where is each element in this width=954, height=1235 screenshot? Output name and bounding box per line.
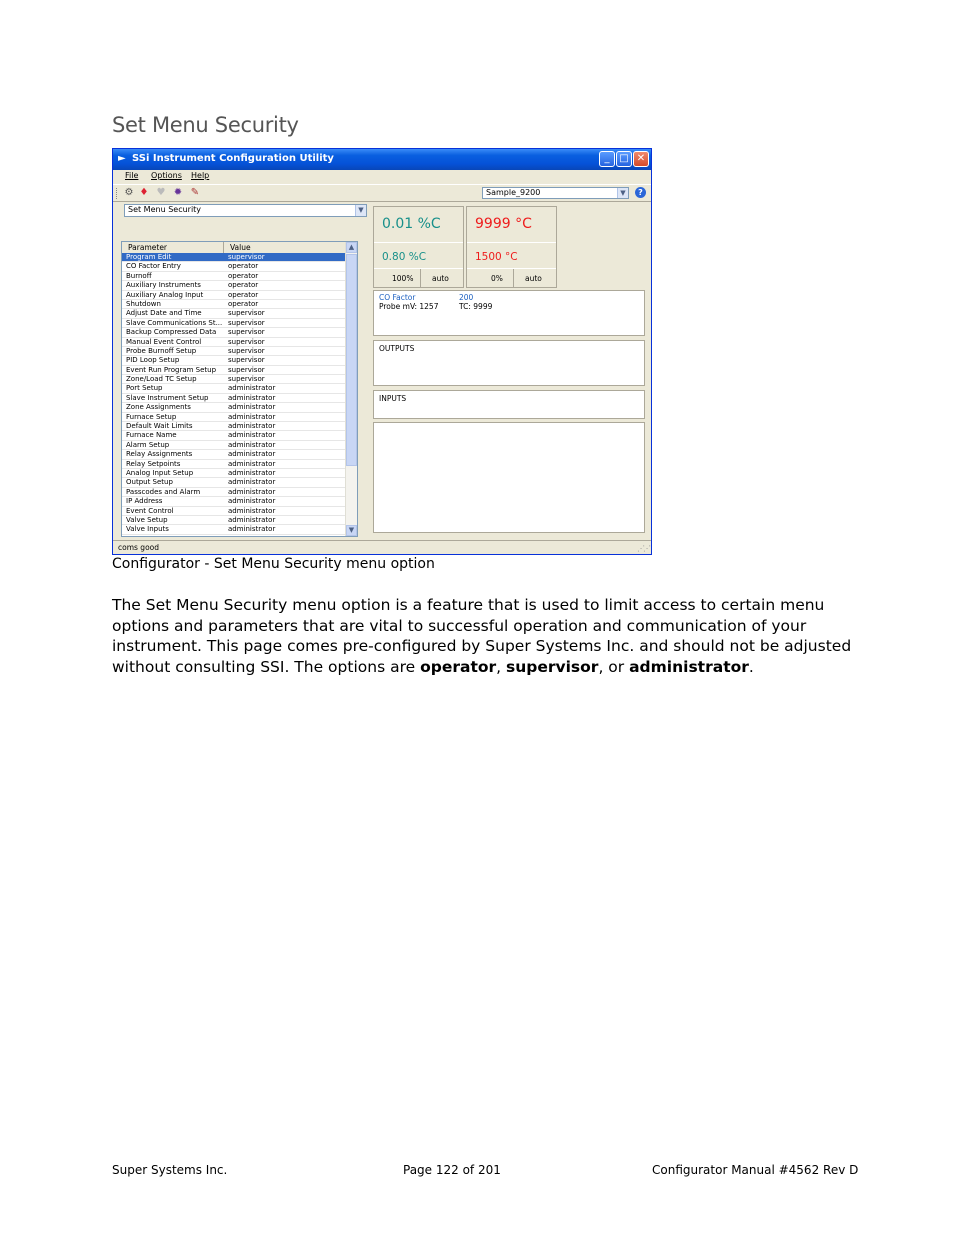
row-value[interactable]: administrator [228,478,276,487]
table-row[interactable] [122,347,348,356]
gear-icon[interactable]: ✹ [173,187,183,198]
menubar [113,170,651,184]
gauge-carbon-sp: 0.80 %C [382,251,427,263]
vertical-scrollbar[interactable] [345,242,357,536]
row-value[interactable]: administrator [228,515,276,524]
outputs-label: OUTPUTS [379,344,415,353]
row-value[interactable]: operator [228,281,259,290]
row-parameter: Adjust Date and Time [126,309,202,318]
row-parameter: IP Address [126,497,163,506]
row-parameter: Program Edit [126,253,172,261]
row-value[interactable]: administrator [228,412,276,421]
row-parameter: Port Setup [126,384,163,393]
row-value[interactable]: supervisor [228,253,265,261]
row-parameter: Auxiliary Instruments [126,281,201,290]
row-value[interactable]: operator [228,262,259,271]
instrument-select-value: Sample_9200 [486,188,541,197]
app-icon: ► [118,153,126,164]
table-row[interactable] [122,478,348,487]
right-panel [371,202,651,535]
grid-rows [122,253,348,535]
status-text: coms good [118,543,160,552]
row-value[interactable]: supervisor [228,309,265,318]
row-parameter: Manual Event Control [126,337,202,346]
table-row[interactable] [122,384,348,393]
row-value[interactable]: administrator [228,440,276,449]
column-header-value[interactable]: Value [230,243,251,252]
row-parameter: Zone Assignments [126,403,191,412]
help-icon[interactable]: ? [635,187,646,198]
gauge-carbon-output: 100% [392,274,414,283]
gauge-carbon-mode[interactable]: auto [432,274,449,283]
row-parameter: Shutdown [126,299,161,308]
row-value[interactable]: administrator [228,459,276,468]
row-parameter: Passcodes and Alarm [126,487,201,496]
row-parameter: Slave Instrument Setup [126,393,209,402]
row-value[interactable]: supervisor [228,337,265,346]
row-value[interactable]: administrator [228,497,276,506]
table-row[interactable] [122,300,348,309]
resize-grip-icon[interactable]: ⋰⋰ [637,544,649,553]
row-value[interactable]: supervisor [228,356,265,365]
co-factor-value: 200 [459,293,474,302]
window-title: SSi Instrument Configuration Utility [132,153,334,164]
app-window-screenshot [112,148,652,555]
info-panel [373,290,645,336]
outputs-panel [373,340,645,386]
footer-company: Super Systems Inc. [112,1163,228,1177]
row-value[interactable]: administrator [228,450,276,459]
row-parameter: Furnace Name [126,431,177,440]
table-row[interactable] [122,394,348,403]
row-parameter: Default Wait Limits [126,422,193,431]
row-value[interactable]: operator [228,299,259,308]
co-factor-label: CO Factor [379,293,416,302]
sep: . [748,658,754,677]
scroll-down-icon[interactable]: ▼ [346,525,357,536]
table-row[interactable] [122,366,348,375]
row-parameter: Analog Input Setup [126,468,194,477]
table-row[interactable] [122,272,348,281]
sep: , or [598,658,630,677]
toolbar [113,184,651,202]
table-row[interactable] [122,262,348,271]
table-row[interactable] [122,460,348,469]
menu-help[interactable]: Help [191,171,210,180]
table-row[interactable] [122,309,348,318]
footer-document-id: Configurator Manual #4562 Rev D [652,1163,859,1177]
row-parameter: Event Control [126,506,174,515]
security-grid[interactable] [121,241,358,537]
row-parameter: Auxiliary Analog Input [126,290,204,299]
body-paragraph [112,595,852,678]
gauge-carbon-pv: 0.01 %C [382,216,441,232]
chevron-down-icon[interactable]: ▼ [617,188,628,198]
row-value[interactable]: supervisor [228,375,265,384]
row-parameter: Valve Inputs [126,525,169,534]
table-row[interactable] [122,375,348,384]
table-row[interactable] [122,441,348,450]
table-row[interactable] [122,328,348,337]
menu-option-select[interactable] [124,204,367,217]
footer-page-number: Page 122 of 201 [403,1163,501,1177]
table-row[interactable] [122,488,348,497]
inputs-panel [373,390,645,419]
row-value[interactable]: operator [228,271,259,280]
section-title: Set Menu Security [112,113,299,137]
tc-value: TC: 9999 [459,302,493,311]
pin-icon[interactable]: ♥ [156,187,166,198]
body-intro: The Set Menu Security menu option is a feature that is used to limit access to certain menu options and parameters that are vital to successful operation and communication of your instrument. This page comes pre-configured by Super Systems Inc. and should not be adjusted without consulting SSI. The options are [112,596,852,677]
row-value[interactable]: administrator [228,384,276,393]
row-parameter: Backup Compressed Data [126,328,217,337]
row-value[interactable]: administrator [228,506,276,515]
table-row[interactable] [122,253,348,262]
table-row[interactable] [122,469,348,478]
sep: , [496,658,506,677]
figure-caption: Configurator - Set Menu Security menu option [112,556,435,572]
row-parameter: Relay Assignments [126,450,193,459]
inputs-label: INPUTS [379,394,407,403]
gauge-temperature-mode[interactable]: auto [525,274,542,283]
row-value[interactable]: administrator [228,422,276,431]
table-row[interactable] [122,507,348,516]
edit-icon[interactable]: ✎ [190,187,200,198]
row-parameter: Slave Communications St... [126,318,222,327]
row-parameter: Burnoff [126,271,152,280]
table-row[interactable] [122,281,348,290]
row-value[interactable]: operator [228,290,259,299]
row-parameter: Furnace Setup [126,412,177,421]
probe-mv: Probe mV: 1257 [379,302,439,311]
table-row[interactable] [122,516,348,525]
row-value[interactable]: administrator [228,393,276,402]
gauge-temperature[interactable] [466,206,557,288]
table-row[interactable] [122,497,348,506]
option-supervisor: supervisor [506,658,599,677]
option-operator: operator [420,658,497,677]
table-row[interactable] [122,525,348,534]
row-value[interactable]: administrator [228,431,276,440]
gauge-temperature-pv: 9999 °C [475,216,532,232]
fire-icon[interactable]: ♦ [139,187,149,198]
column-header-parameter[interactable]: Parameter [122,242,224,253]
table-row[interactable] [122,291,348,300]
gauge-temperature-sp: 1500 °C [475,251,518,263]
row-value[interactable]: supervisor [228,365,265,374]
close-icon[interactable]: ✕ [633,151,649,167]
connect-icon[interactable]: ⚙ [124,187,134,198]
scroll-thumb[interactable] [346,254,357,466]
row-parameter: PID Loop Setup [126,356,180,365]
row-parameter: Event Run Program Setup [126,365,217,374]
table-row[interactable] [122,422,348,431]
row-parameter: Valve Setup [126,515,168,524]
row-parameter: Probe Burnoff Setup [126,346,197,355]
row-value[interactable]: supervisor [228,328,265,337]
row-value[interactable]: administrator [228,468,276,477]
row-value[interactable]: administrator [228,403,276,412]
menu-file[interactable]: File [125,171,139,180]
gauge-carbon[interactable] [373,206,464,288]
table-row[interactable] [122,450,348,459]
blank-panel [373,422,645,533]
option-administrator: administrator [629,658,749,677]
row-parameter: Output Setup [126,478,173,487]
row-parameter: Relay Setpoints [126,459,181,468]
chevron-down-icon[interactable]: ▼ [355,205,366,216]
table-row[interactable] [122,338,348,347]
row-parameter: CO Factor Entry [126,262,181,271]
gauge-temperature-output: 0% [491,274,503,283]
table-row[interactable] [122,413,348,422]
minimize-icon[interactable]: _ [599,151,615,167]
menu-options[interactable]: Options [151,171,182,180]
row-parameter: Alarm Setup [126,440,170,449]
menu-option-select-value: Set Menu Security [128,205,202,214]
row-value[interactable]: supervisor [228,318,265,327]
toolbar-grip [116,188,119,199]
titlebar [113,149,651,170]
statusbar [113,540,651,554]
table-row[interactable] [122,356,348,365]
table-row[interactable] [122,403,348,412]
maximize-icon[interactable]: □ [616,151,632,167]
row-parameter: Zone/Load TC Setup [126,375,197,384]
row-value[interactable]: supervisor [228,346,265,355]
table-row[interactable] [122,319,348,328]
row-value[interactable]: administrator [228,487,276,496]
table-row[interactable] [122,431,348,440]
row-value[interactable]: administrator [228,525,276,534]
scroll-up-icon[interactable]: ▲ [346,242,357,253]
instrument-select[interactable] [482,187,629,199]
